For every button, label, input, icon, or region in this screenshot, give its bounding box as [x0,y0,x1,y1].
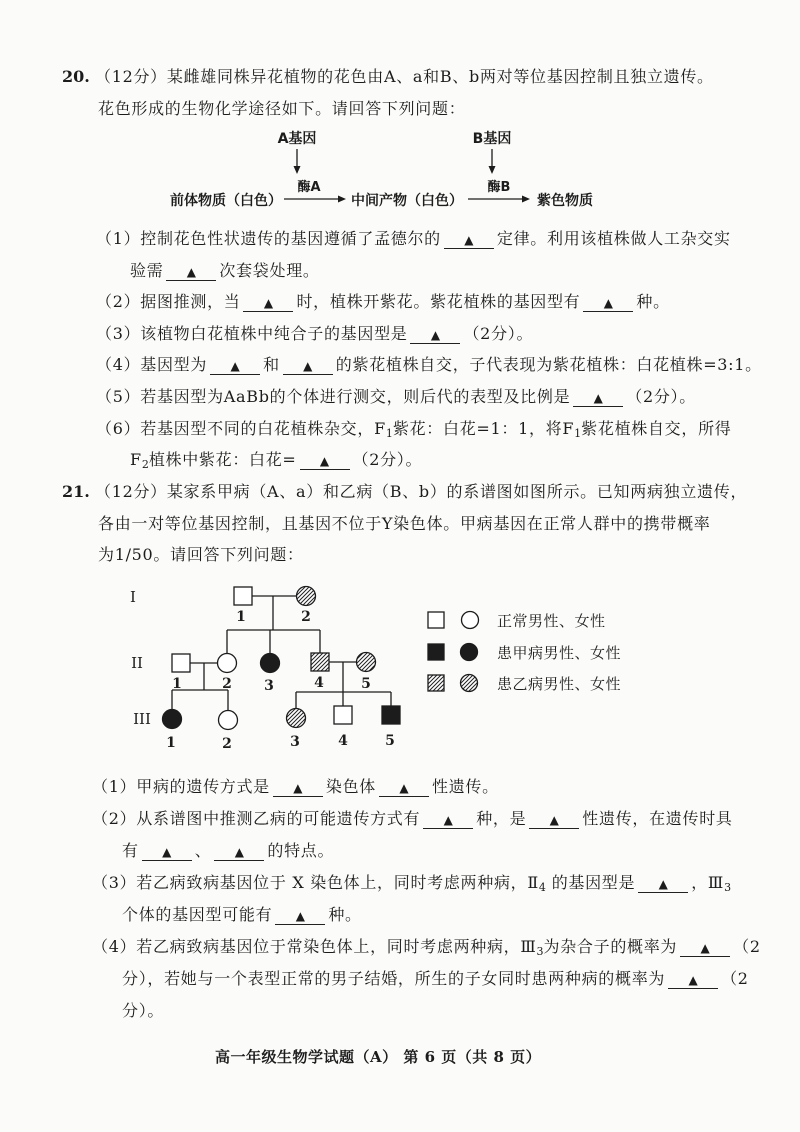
subscript: 3 [536,945,544,958]
precursor-label: 前体物质（白色） [170,193,282,209]
text-run: 各由一对等位基因控制，且基因不位于Y染色体。甲病基因在正常人群中的携带概率 [98,513,711,533]
III-3-disease-b-female-symbol [287,709,306,728]
text-run: 分）。 [122,1001,165,1020]
generation-label-II: II [131,654,143,672]
text-run: 的基因型是 [545,873,636,892]
II-2-number: 2 [222,676,232,692]
answer-blank: ▲ [166,264,216,281]
text-run: 定律。利用该植株做人工杂交实 [496,229,731,248]
flower-color-pathway-diagram [0,120,800,220]
pedigree-connectors [172,596,391,711]
text-run: 的特点。 [267,841,335,860]
part-label: （3） [92,873,137,892]
text-run: （2分）。 [463,323,534,343]
legend-normal-female-icon [462,612,479,629]
III-2-normal-female-symbol [219,711,238,730]
part-label: （1） [96,229,141,248]
q21-part-4 [0,931,800,1027]
q21-part-2 [0,803,800,867]
answer-blank: ▲ [243,295,293,312]
pedigree-legend [428,612,479,692]
subscript: 4 [538,881,546,894]
text-run: 甲病的遗传方式是 [136,777,270,796]
text-run: 若乙病致病基因位于常染色体上，同时考虑两种病，Ⅲ [136,937,537,956]
II-2-normal-female-symbol [218,654,237,673]
answer-blank: ▲ [275,908,325,925]
legend-normal-label: 正常男性、女性 [497,612,606,630]
legend-disease-b-label: 患乙病男性、女性 [497,675,622,693]
gene-a-arrowhead [294,166,301,174]
gene-b-arrowhead [489,166,496,174]
text-run: 分），若她与一个表型正常的男子结婚，所生的子女同时患两种病的概率为 [122,969,666,988]
text-run: 和 [263,355,280,375]
q21-stem-line-1 [0,476,800,508]
text-run: 若基因型为AaBb的个体进行测交，则后代的表型及比例是 [140,386,571,406]
q21-stem-line-3 [0,539,800,571]
text-run: （12分）某雌雄同株异花植物的花色由A、a和B、b两对等位基因控制且独立遗传。 [95,67,714,86]
answer-blank: ▲ [529,812,579,829]
q20-part-5-line-1 [0,381,800,413]
text-run: 有 [122,841,139,860]
text-run: 控制花色性状遗传的基因遵循了孟德尔的 [140,229,441,248]
II-3-disease-a-female-symbol [261,654,280,673]
q21-part-4-line-3 [0,995,800,1027]
answer-blank: ▲ [210,358,260,375]
legend-disease-a-female-icon [461,644,478,661]
part-label: （6） [96,418,141,438]
answer-blank: ▲ [423,812,473,829]
q20-part-3-line-1 [0,318,800,350]
question-21-parts [0,771,800,1027]
text-run: 据图推测，当 [140,292,241,312]
III-5-disease-a-male-symbol [382,706,400,724]
q20-part-6-line-1 [0,413,800,445]
answer-blank: ▲ [273,780,323,797]
text-run: ，Ⅲ [691,873,725,892]
legend-normal-male-icon [428,612,444,628]
answer-blank: ▲ [283,358,333,375]
q20-part-6 [0,413,800,476]
II-3-number: 3 [264,678,274,694]
q21-part-2-line-2 [0,835,800,867]
III-1-disease-a-female-symbol [163,710,182,729]
answer-blank: ▲ [573,390,623,407]
answer-blank: ▲ [142,844,192,861]
q20-part-4 [0,349,800,381]
pedigree-individuals [163,587,401,730]
q20-part-4-line-1 [0,349,800,381]
answer-blank: ▲ [668,972,718,989]
text-run: 基因型为 [140,355,208,375]
III-1-number: 1 [166,735,176,751]
gene-a-label: A基因 [277,131,317,147]
part-label: （4） [92,937,137,956]
product-label: 紫色物质 [537,193,593,209]
text-run: F [130,450,142,470]
text-run: 时，植株开紫花。紫花植株的基因型有 [296,292,581,312]
text-run: 若基因型不同的白花植株杂交，F [140,418,386,438]
text-run: （2 [733,937,761,956]
answer-blank: ▲ [680,940,730,957]
subscript: 1 [574,426,582,440]
II-4-number: 4 [314,675,324,691]
III-4-normal-male-symbol [334,706,352,724]
answer-blank: ▲ [410,327,460,344]
II-5-disease-b-female-symbol [357,653,376,672]
legend-disease-b-male-icon [428,675,444,691]
generation-label-I: I [130,588,136,606]
text-run: 花色形成的生物化学途径如下。请回答下列问题： [98,98,466,118]
text-run: 、 [194,841,212,860]
text-run: 若乙病致病基因位于 X 染色体上，同时考虑两种病，Ⅱ [136,873,539,892]
q20-number: 20. [62,67,90,86]
q20-part-2 [0,286,800,318]
enzyme-b-label: 酶B [487,180,511,195]
text-run: 个体的基因型可能有 [122,905,273,924]
legend-disease-a-label: 患甲病男性、女性 [497,644,622,662]
q20-part-3 [0,318,800,350]
q21-part-1 [0,771,800,803]
III-5-number: 5 [385,733,395,749]
III-2-number: 2 [222,736,232,752]
q20-part-5 [0,381,800,413]
q21-part-3-line-1 [0,867,800,899]
q20-part-6-line-2 [0,444,800,476]
gene-b-label: B基因 [472,131,512,147]
II-1-normal-male-symbol [172,654,190,672]
q21-number: 21. [62,482,90,501]
text-run: 该植物白花植株中纯合子的基因型是 [140,323,408,343]
I-2-number: 2 [301,609,311,625]
text-run: （12分）某家系甲病（A、a）和乙病（B、b）的系谱图如图所示。已知两病独立遗传， [95,482,748,501]
generation-label-III: III [133,710,151,728]
q20-part-2-line-1 [0,286,800,318]
text-run: 种。 [328,905,362,924]
answer-blank: ▲ [583,295,633,312]
text-run: 种，是 [476,809,527,828]
pedigree-chart [0,575,800,760]
III-4-number: 4 [338,733,348,749]
legend-disease-b-female-icon [461,675,478,692]
q21-part-2-line-1 [0,803,800,835]
II-4-disease-b-male-symbol [311,653,329,671]
text-run: 为1/50。请回答下列问题： [98,545,304,565]
text-run: 为杂合子的概率为 [543,937,678,956]
intermediate-label: 中间产物（白色） [351,193,463,209]
subscript: 3 [724,881,732,894]
part-label: （3） [96,323,141,343]
enzyme-a-label: 酶A [297,180,321,195]
answer-blank: ▲ [444,232,494,249]
q21-part-4-line-1 [0,931,800,963]
question-20-parts [0,223,800,476]
text-run: 种。 [636,292,670,312]
q21-part-3 [0,867,800,931]
q21-part-4-line-2 [0,963,800,995]
III-3-number: 3 [290,734,300,750]
text-run: （2分）。 [352,450,423,470]
reaction-arrowhead-1 [338,196,346,203]
answer-blank: ▲ [300,453,350,470]
part-label: （1） [92,777,137,796]
q20-part-1-line-2 [0,255,800,287]
page-footer: 高一年级生物学试题（A） 第 6 页（共 8 页） [215,1048,542,1066]
I-2-disease-b-female-symbol [297,587,316,606]
text-run: 紫花植株自交，所得 [581,418,732,438]
text-run: 次套袋处理。 [219,260,320,280]
text-run: 的紫花植株自交，子代表现为紫花植株：白花植株=3:1。 [335,355,762,375]
text-run: 紫花：白花=1：1，将F [392,418,575,438]
text-run: （2 [721,969,749,988]
question-20-stem [0,61,800,124]
I-1-normal-male-symbol [234,587,252,605]
q20-part-1 [0,223,800,286]
II-1-number: 1 [172,676,182,692]
q21-part-3-line-2 [0,899,800,931]
part-label: （5） [96,386,141,406]
text-run: 染色体 [325,777,376,796]
II-5-number: 5 [361,676,371,692]
text-run: 验需 [130,260,164,280]
part-label: （2） [92,809,137,828]
text-run: 从系谱图中推测乙病的可能遗传方式有 [136,809,421,828]
question-21-stem [0,476,800,571]
part-label: （2） [96,292,141,312]
q20-stem-line-1 [0,61,800,93]
q21-stem-line-2 [0,508,800,540]
answer-blank: ▲ [379,780,429,797]
text-run: 性遗传。 [432,777,499,796]
part-label: （4） [96,355,141,375]
text-run: 植株中紫花：白花= [148,450,297,470]
legend-disease-a-male-icon [428,644,444,660]
text-run: （2分）。 [626,386,696,406]
I-1-number: 1 [236,609,246,625]
reaction-arrowhead-2 [522,196,530,203]
q20-part-1-line-1 [0,223,800,255]
subscript: 1 [385,426,393,440]
answer-blank: ▲ [638,876,688,893]
subscript: 2 [141,458,149,472]
answer-blank: ▲ [214,844,264,861]
text-run: 性遗传，在遗传时具 [582,809,733,828]
q21-part-1-line-1 [0,771,800,803]
